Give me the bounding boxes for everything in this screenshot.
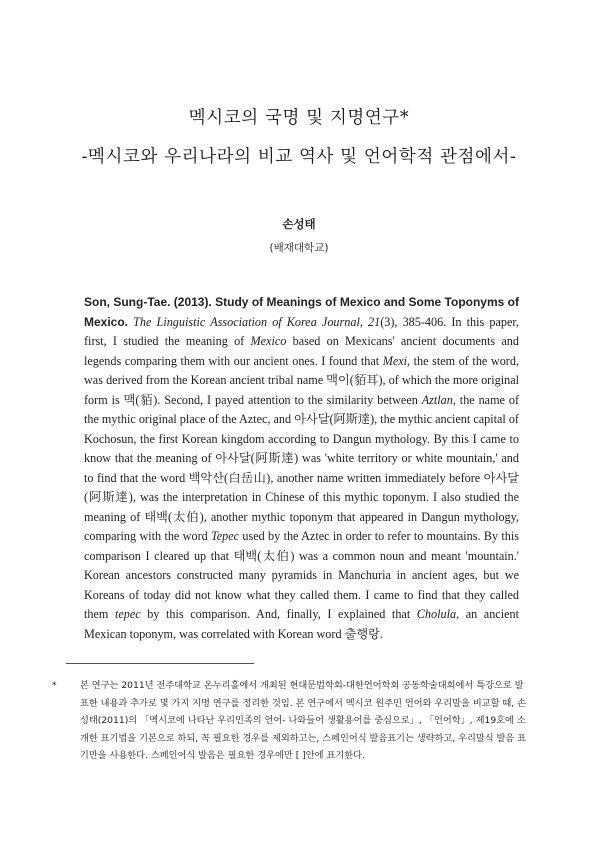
abstract-text: , the stem of the word, was derived from the Korean ancient tribal name 맥이(貊耳), of which the more original form is 맥(貊). Second, I payed attention to the similarity between <box>84 353 519 407</box>
footnote-marker: * <box>52 680 57 691</box>
footnote-body <box>52 677 532 765</box>
paper-subtitle: -멕시코와 우리나라의 비교 역사 및 언어학적 관점에서- <box>81 147 517 167</box>
term-mexico: Mexico <box>250 334 287 348</box>
abstract-text: by this comparison. And, finally, I explained that <box>140 607 417 621</box>
citation: Son, Sung-Tae. (2013). Study of Meanings of Mexico and Some Toponyms of Mexico. <box>84 295 519 329</box>
footnote-rule <box>66 663 254 664</box>
author-name: 손성태 <box>282 217 316 231</box>
abstract-text: used by the Aztec in order to refer to mountains. By this comparison I cleared up that 태백(太伯) was a common noun and meant 'mountain.' Korean ancestors constructed many pyramids in Manchuria in ancient ages, but we Koreans of today did not know what they called them. I came to find that they called them <box>84 529 519 621</box>
term-aztlan: Aztlan <box>421 392 453 407</box>
term-mexi: Mexi <box>382 353 408 368</box>
footnote-text: 본 연구는 2011년 전주대학교 온누리홀에서 개최된 현대문법학회-대한언어학회 공동학술대회에서 특강으로 발표한 내용과 추가로 몇 가지 지명 연구를 정리한 것임. 본 연구에서 멕시코 원주민 언어와 우리말을 비교할 때, 손성태(2011)의 「멕시코에 나타난 우리민족의 언어- 나와들어 생활용어를 중심으로」, 「언어학」, 제19호에 소개한 표기법을 기본으로 하되, 꼭 필요한 경우를 제외하고는, 스페인어식 발음표기는 생략하고, 우리말식 발음 표기만을 사용한다. 스페인어식 발음은 필요한 경우에만 [ ]안에 표기한다. <box>80 680 527 761</box>
abstract <box>84 293 519 644</box>
abstract-text: (3), 385-406. In this paper, first, I studied the meaning of <box>84 314 519 348</box>
footnote <box>52 677 532 765</box>
term-cholula: Cholula <box>416 607 457 621</box>
journal-name: The Linguistic Association of Korea Journal, 21 <box>133 314 381 329</box>
term-tepec: Tepec <box>211 529 240 543</box>
term-tepec-lower: tepec <box>114 607 141 621</box>
abstract-text: , an ancient Mexican toponym, was correlated with Korean word 출행랑. <box>84 607 519 641</box>
author-affiliation: (배재대학교) <box>269 242 329 254</box>
abstract-text: , the name of the mythic original place of the Aztec, and 아사달(阿斯達), the mythic ancient capital of Kochosun, the first Korean kingdom according to Dangun mythology. By this I came to know that the meaning of 아사달(阿斯達) was 'white territory or white mountain,' and to find that the word 백악산(白岳山), another name written immediately before 아사달(阿斯達), was the interpretation in Chinese of this mythic toponym. I also studied the meaning of 태백(太伯), another mythic toponym that appeared in Dangun mythology, comparing with the word <box>84 392 519 543</box>
paper-title: 멕시코의 국명 및 지명연구* <box>188 108 410 128</box>
abstract-text: based on Mexicans' ancient documents and legends comparing them with our ancient ones. I found that <box>84 334 519 368</box>
